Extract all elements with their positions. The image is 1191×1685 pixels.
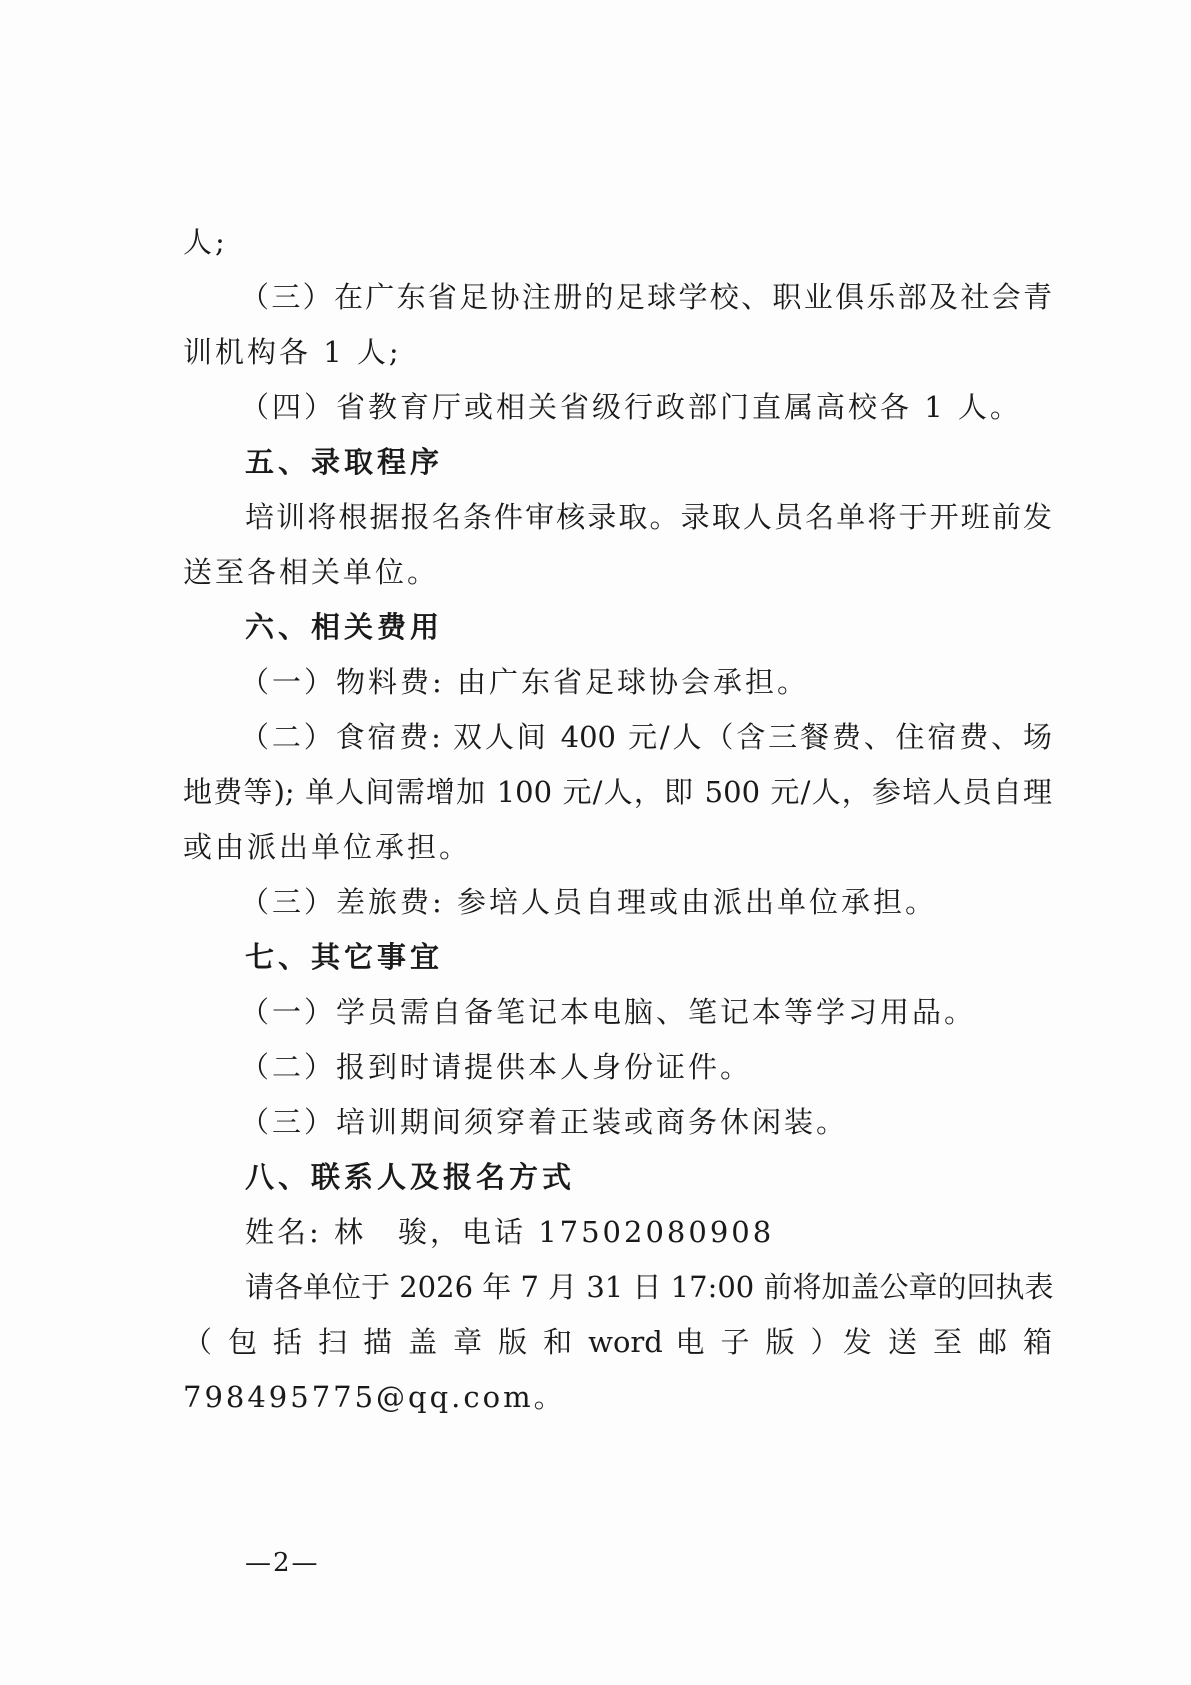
section-heading: 六、相关费用 [245, 610, 444, 644]
text-line: 训机构各 1 人; [183, 335, 402, 369]
text-line: 地费等); 单人间需增加 100 元/人，即 500 元/人，参培人员自理 [183, 775, 1053, 809]
text-line: （三）在广东省足协注册的足球学校、职业俱乐部及社会青 [240, 280, 1052, 314]
text-line: 培训将根据报名条件审核录取。录取人员名单将于开班前发 [245, 500, 1052, 534]
text-line: 送至各相关单位。 [183, 555, 440, 589]
text-line: （一）学员需自备笔记本电脑、笔记本等学习用品。 [240, 995, 977, 1029]
text-line: （四）省教育厅或相关省级行政部门直属高校各 1 人。 [240, 390, 1022, 424]
text-line: （二）食宿费: 双人间 400 元/人（含三餐费、住宿费、场 [240, 720, 1052, 754]
text-line: （二）报到时请提供本人身份证件。 [240, 1050, 753, 1084]
text-line: （三）培训期间须穿着正装或商务休闲装。 [240, 1105, 849, 1139]
email-line: 798495775@qq.com。 [183, 1380, 566, 1414]
contact-line: 姓名: 林 骏，电话 17502080908 [245, 1215, 775, 1249]
text-line: （ 包 括 扫 描 盖 章 版 和 word 电 子 版 ）发 送 至 邮 箱 [183, 1325, 1052, 1359]
text-line: 人; [183, 225, 228, 259]
page-number: —2— [245, 1548, 320, 1578]
section-heading: 七、其它事宜 [245, 940, 444, 974]
text-line: （一）物料费: 由广东省足球协会承担。 [240, 665, 809, 699]
section-heading: 八、联系人及报名方式 [245, 1160, 576, 1194]
text-line: （三）差旅费: 参培人员自理或由派出单位承担。 [240, 885, 937, 919]
text-line: 或由派出单位承担。 [183, 830, 472, 864]
section-heading: 五、录取程序 [245, 445, 444, 479]
text-line: 请各单位于 2026 年 7 月 31 日 17:00 前将加盖公章的回执表 [245, 1270, 1054, 1304]
